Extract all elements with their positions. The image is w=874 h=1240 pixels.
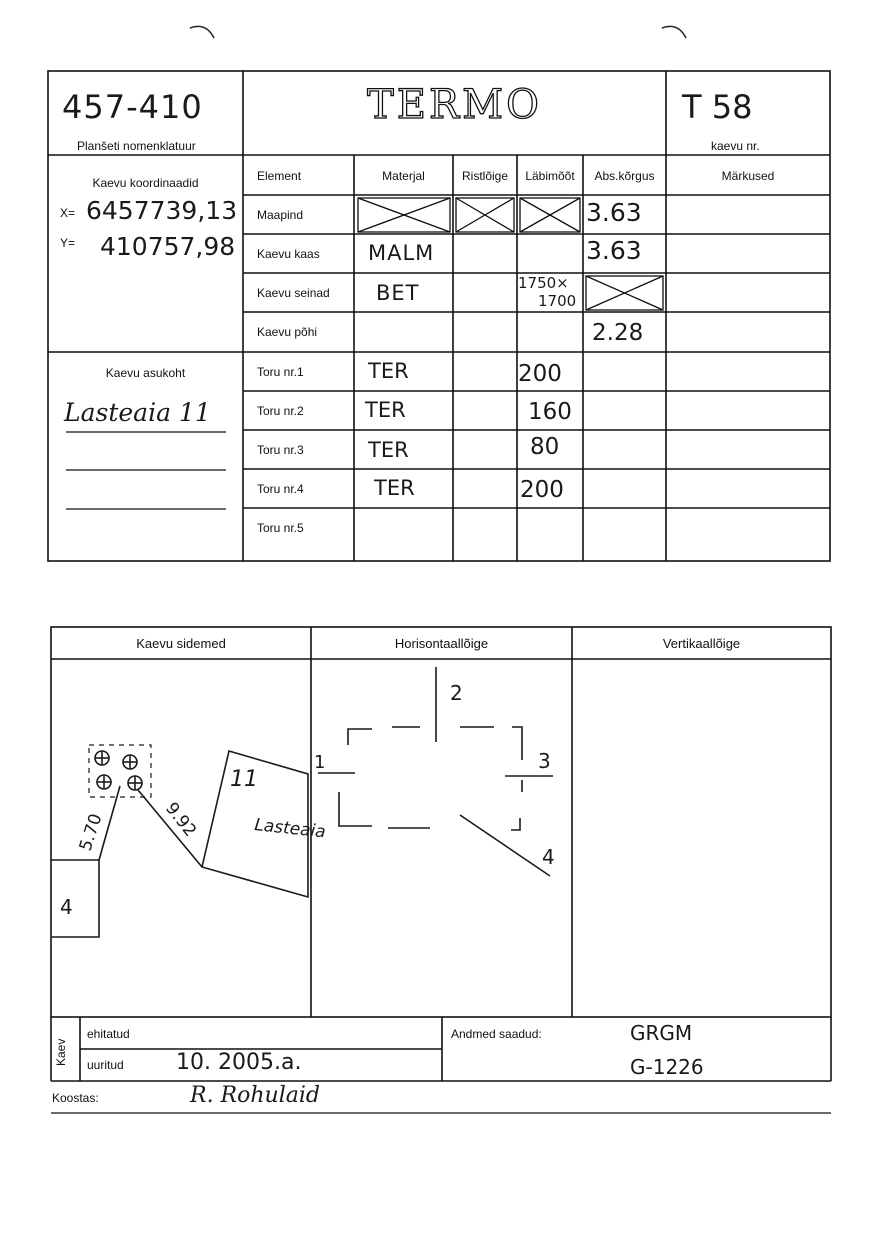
row-element-label: Kaevu seinad — [257, 286, 330, 300]
sidemed-dist2: 9.92 — [161, 798, 201, 841]
col-header-markused: Märkused — [721, 169, 775, 183]
sketch-header-horisontaal: Horisontaallõige — [394, 636, 489, 651]
well-number-value: T 58 — [682, 88, 753, 126]
kaev-label: Kaev — [54, 1038, 68, 1066]
location-value: Lasteaia 11 — [64, 398, 211, 427]
andmed-label: Andmed saadud: — [451, 1027, 542, 1041]
andmed-value-2: G-1226 — [630, 1055, 704, 1079]
uuritud-label: uuritud — [87, 1058, 124, 1072]
row-abs-value: 2.28 — [592, 320, 644, 346]
x-coordinate-label: X= — [60, 206, 76, 220]
pipe-label-1: 1 — [314, 752, 326, 773]
y-coordinate-value: 410757,98 — [100, 232, 236, 261]
pipe-label-3: 3 — [538, 749, 551, 773]
row-element-label: Toru nr.4 — [257, 482, 304, 496]
row-labimoot-value: 80 — [530, 434, 560, 460]
pipe-label-4: 4 — [542, 845, 555, 869]
row-materjal-value: TER — [368, 359, 409, 383]
row-element-label: Kaevu põhi — [257, 325, 318, 339]
col-header-abs-korgus: Abs.kõrgus — [594, 169, 655, 183]
row-element-label: Toru nr.1 — [257, 365, 304, 379]
row-abs-value: 3.63 — [586, 236, 642, 265]
coordinates-label: Kaevu koordinaadid — [92, 176, 199, 190]
x-coordinate-value: 6457739,13 — [86, 196, 238, 225]
document-title: TERMO — [367, 82, 542, 128]
sketch-header-sidemed: Kaevu sidemed — [136, 636, 226, 651]
ehitatud-label: ehitatud — [87, 1027, 130, 1041]
row-materjal-value: TER — [374, 476, 415, 500]
col-header-materjal: Materjal — [382, 169, 425, 183]
row-element-label: Toru nr.3 — [257, 443, 304, 457]
koostas-label: Koostas: — [52, 1091, 99, 1105]
row-labimoot-value: 200 — [518, 361, 562, 387]
sidemed-small-building-number: 4 — [60, 895, 73, 919]
row-materjal-value: TER — [365, 398, 406, 422]
row-element-label: Toru nr.5 — [257, 521, 304, 535]
nomenclature-label: Planšeti nomenklatuur — [77, 139, 196, 153]
row-labimoot-value: 160 — [528, 399, 572, 425]
row-element-label: Kaevu kaas — [257, 247, 320, 261]
location-label: Kaevu asukoht — [105, 366, 186, 380]
row-element-label: Maapind — [257, 208, 304, 222]
col-header-ristloige: Ristlõige — [461, 169, 509, 183]
row-abs-value: 3.63 — [586, 198, 642, 227]
andmed-value-1: GRGM — [630, 1021, 693, 1045]
y-coordinate-label: Y= — [60, 236, 76, 250]
row-labimoot-line2: 1700 — [538, 292, 577, 310]
sidemed-street-name: Lasteaia — [253, 815, 327, 843]
row-materjal-value: BET — [376, 281, 420, 305]
well-number-label: kaevu nr. — [711, 139, 760, 153]
row-labimoot-line1: 1750× — [518, 274, 569, 292]
row-materjal-value: MALM — [368, 241, 435, 265]
row-element-label: Toru nr.2 — [257, 404, 304, 418]
pipe-label-2: 2 — [450, 681, 463, 705]
sidemed-building-number: 11 — [230, 767, 258, 792]
nomenclature-value: 457-410 — [62, 88, 203, 126]
col-header-element: Element — [257, 169, 302, 183]
sidemed-dist1: 5.70 — [75, 811, 107, 854]
row-materjal-value: TER — [368, 438, 409, 462]
row-labimoot-value: 200 — [520, 477, 564, 503]
koostas-value: R. Rohulaid — [190, 1083, 320, 1108]
uuritud-value: 10. 2005.a. — [176, 1050, 302, 1075]
col-header-labimoot: Läbimõõt — [525, 169, 575, 183]
sketch-header-vertikaal: Vertikaallõige — [662, 636, 741, 651]
